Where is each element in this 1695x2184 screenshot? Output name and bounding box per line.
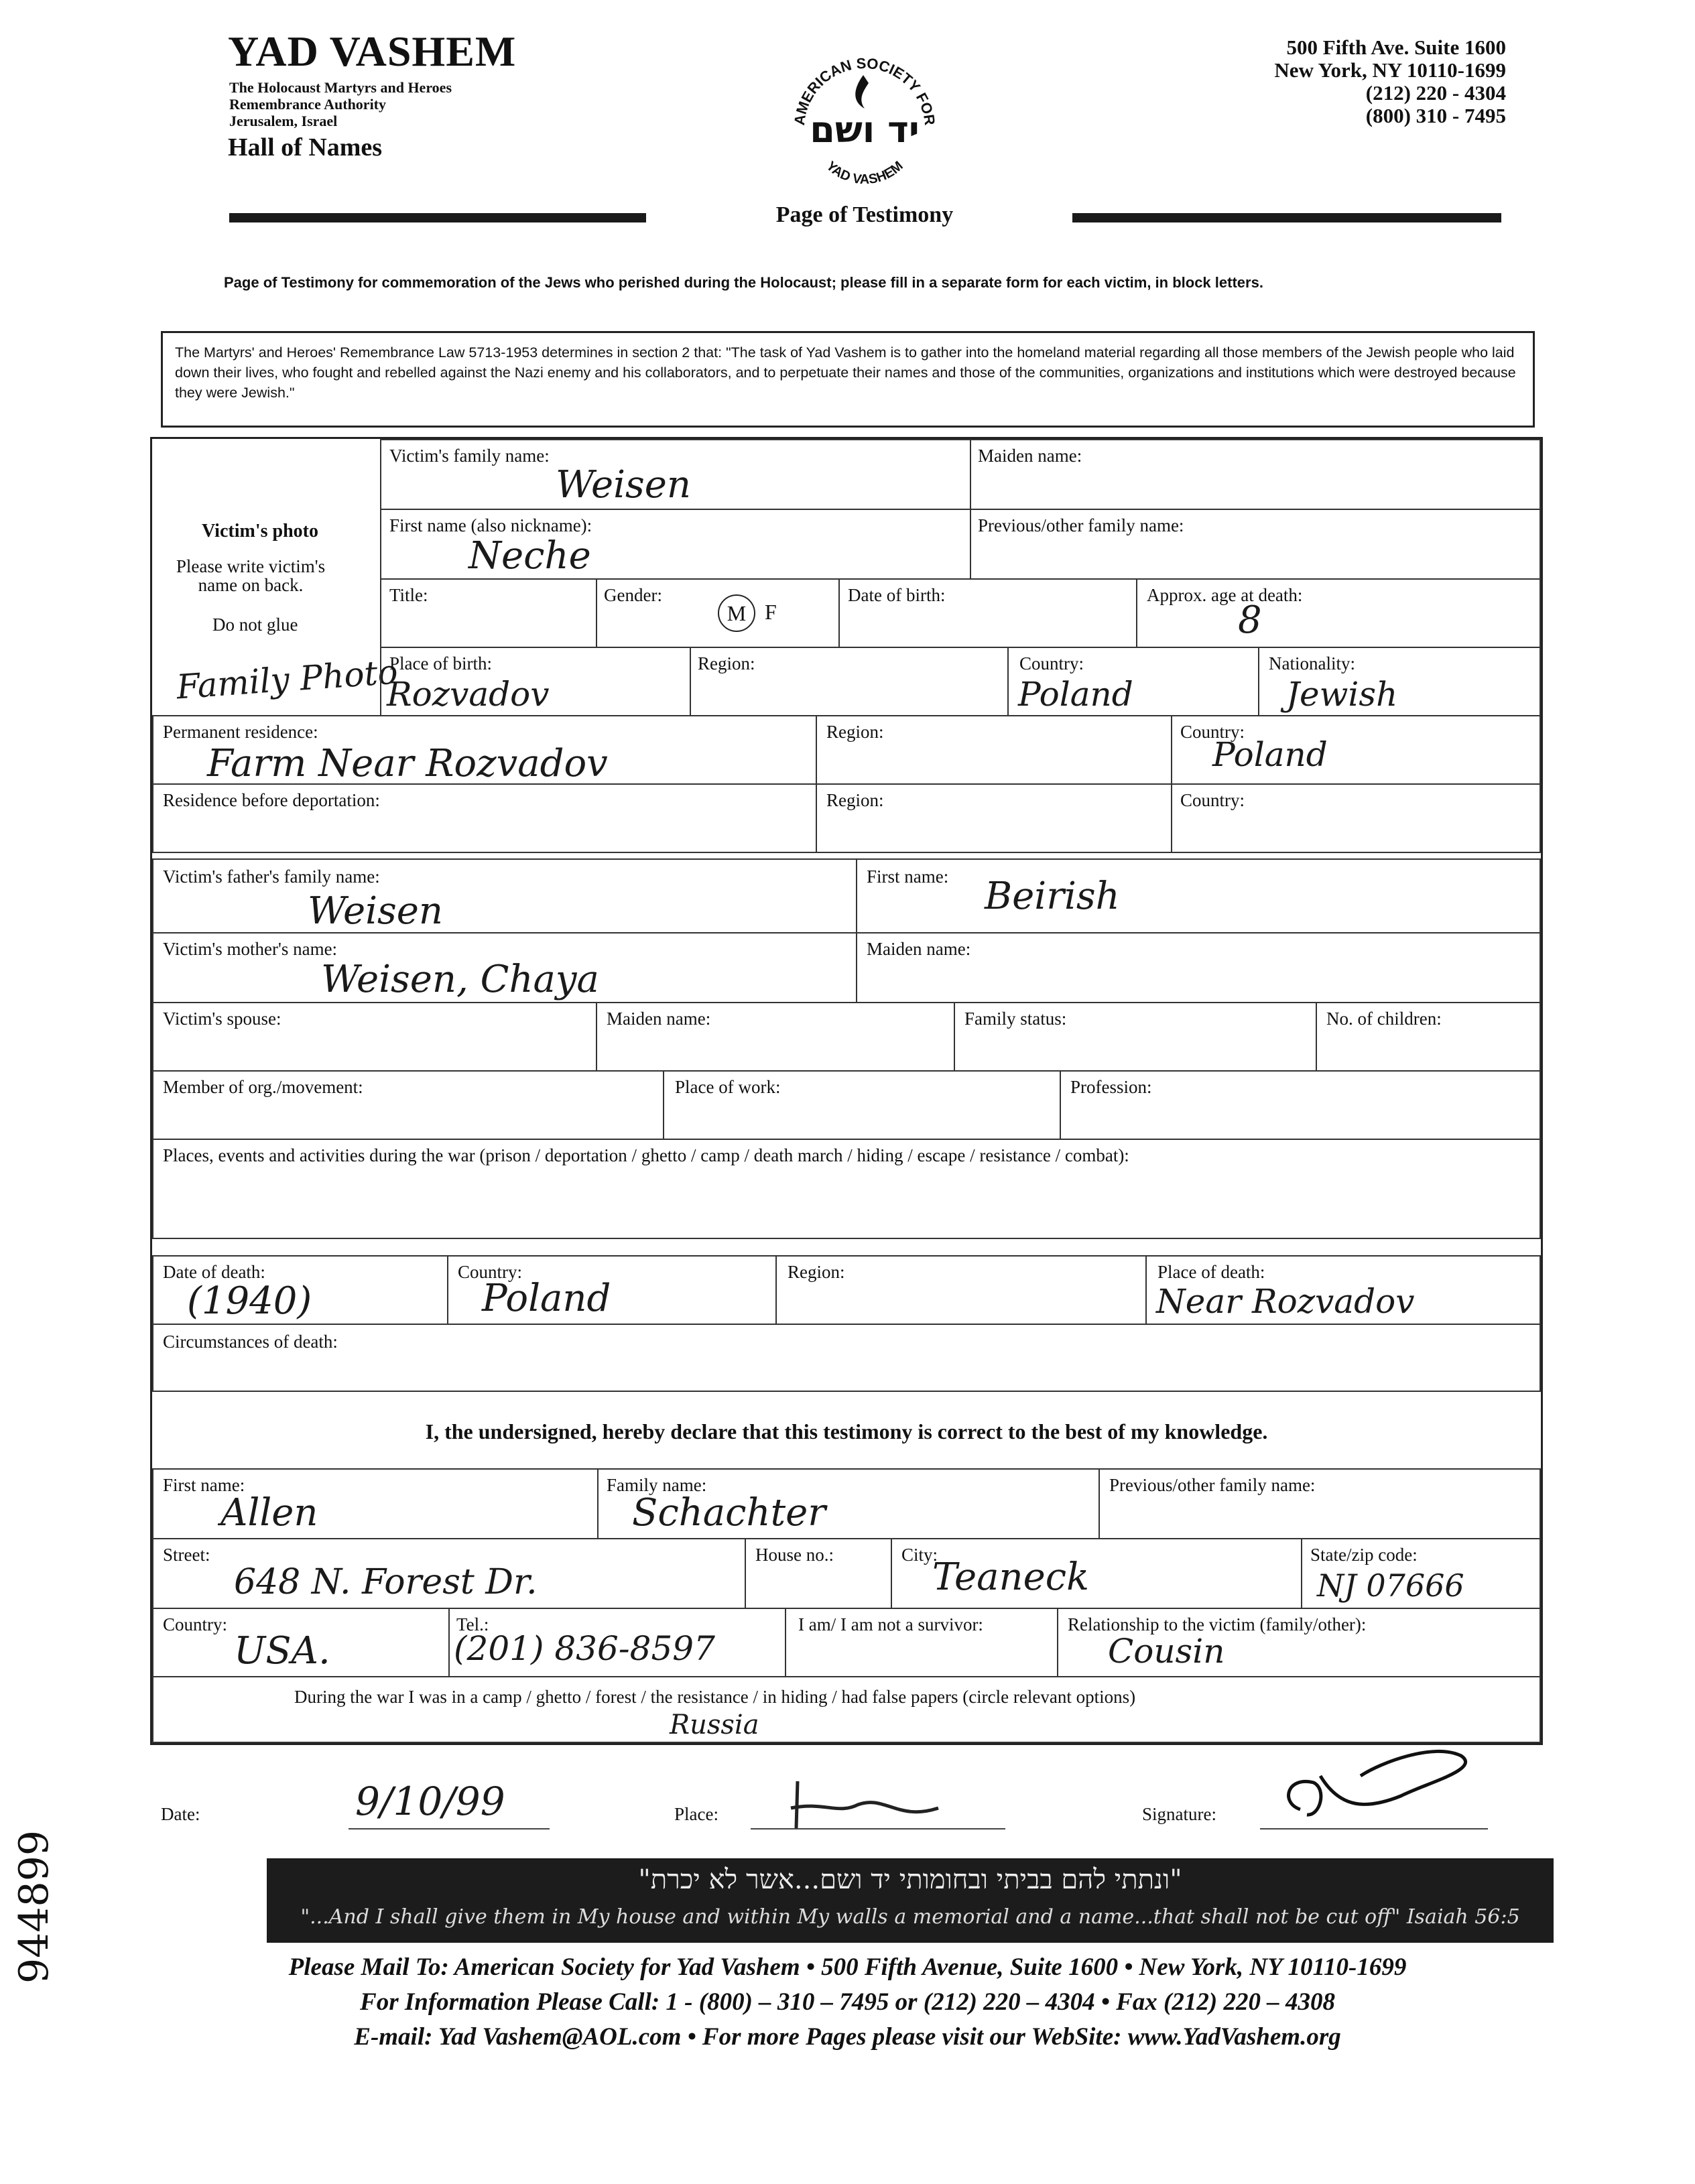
law-statement: The Martyrs' and Heroes' Remembrance Law 5713-1953 determines in section 2 that: "The task of Yad Vashem is to gather into the homeland material regarding all those members of the Jewish people who laid down their lives, who fought and rebelled against the Nazi enemy and his collaborators, and to perpetuate their names and those of the communities, organizations and institutions which were destroyed because they were Jewish." <box>161 331 1535 428</box>
res-before-region-cell[interactable] <box>816 783 1172 853</box>
during-war-cell[interactable] <box>152 1676 1541 1743</box>
nationality-value: Jewish <box>1286 675 1398 714</box>
org-sub-line: The Holocaust Martyrs and Heroes <box>229 79 452 96</box>
maiden-name-label: Maiden name: <box>978 446 1082 466</box>
street-value: 648 N. Forest Dr. <box>234 1562 538 1602</box>
res-before-country-cell[interactable] <box>1171 783 1541 853</box>
place-death-label: Place of death: <box>1157 1262 1265 1282</box>
father-family-cell[interactable] <box>152 858 857 934</box>
gender-cell[interactable] <box>596 578 840 648</box>
mother-name-cell[interactable] <box>152 932 857 1003</box>
places-events-cell[interactable] <box>152 1139 1541 1239</box>
place-work-label: Place of work: <box>675 1077 781 1097</box>
gender-f-option[interactable]: F <box>765 600 777 624</box>
sub-family-value: Schachter <box>632 1491 826 1535</box>
father-family-label: Victim's father's family name: <box>163 866 380 887</box>
hall-of-names: Hall of Names <box>228 133 383 162</box>
title-label: Title: <box>389 585 428 605</box>
page-title: Page of Testimony <box>775 202 954 227</box>
sub-first-value: Allen <box>221 1491 318 1535</box>
circumstances-label: Circumstances of death: <box>163 1332 338 1352</box>
nationality-label: Nationality: <box>1269 653 1355 673</box>
survivor-label: I am/ I am not a survivor: <box>798 1614 983 1634</box>
sub-country-value: USA. <box>234 1629 330 1673</box>
sub-family-label: Family name: <box>607 1475 707 1495</box>
scripture-banner <box>267 1858 1554 1943</box>
place-work-cell[interactable] <box>663 1070 1061 1140</box>
tel-cell[interactable] <box>448 1608 786 1677</box>
father-first-cell[interactable] <box>856 858 1541 934</box>
phone-line: (212) 220 - 4304 <box>1365 81 1506 105</box>
pob-label: Place of birth: <box>389 653 492 673</box>
side-record-number: 944899 <box>11 1829 58 1984</box>
mother-maiden-cell[interactable] <box>856 932 1541 1003</box>
perm-res-cell[interactable] <box>152 715 817 785</box>
perm-res-value: Farm Near Rozvadov <box>207 742 608 785</box>
spouse-label: Victim's spouse: <box>163 1009 281 1029</box>
pob-country-label: Country: <box>1019 653 1084 673</box>
death-country-label: Country: <box>458 1262 523 1282</box>
footer-email: E-mail: Yad Vashem@AOL.com • For more Pages please visit our WebSite: www.YadVashem.org <box>354 2023 1341 2051</box>
family-name-value: Weisen <box>556 463 691 507</box>
pob-value: Rozvadov <box>387 675 550 714</box>
survivor-cell[interactable] <box>785 1608 1058 1677</box>
prev-family-cell[interactable] <box>970 509 1541 580</box>
banner-english: "...And I shall give them in My house and within My walls a memorial and a name...that shall not be cut off" Isaiah 56:5 <box>300 1905 1520 1929</box>
contact-address <box>1274 36 1506 127</box>
pob-region-label: Region: <box>698 653 755 673</box>
spouse-maiden-label: Maiden name: <box>607 1009 711 1029</box>
perm-region-label: Region: <box>826 722 884 742</box>
address-line: New York, NY 10110-1699 <box>1274 58 1506 82</box>
banner-hebrew: "ונתתי להם בביתי ובחומותי יד ושם...אשר לא יכרת" <box>638 1864 1182 1895</box>
place-scribble <box>784 1775 958 1835</box>
res-before-country-label: Country: <box>1180 790 1245 810</box>
photo-handwritten: Family Photo <box>175 652 399 707</box>
org-sub-line: Jerusalem, Israel <box>229 113 338 129</box>
house-no-label: House no.: <box>755 1545 834 1565</box>
city-label: City: <box>901 1545 938 1565</box>
res-before-label: Residence before deportation: <box>163 790 380 810</box>
family-status-label: Family status: <box>964 1009 1067 1029</box>
place-label: Place: <box>674 1804 718 1824</box>
header-rule-right <box>1072 213 1501 222</box>
signature-label: Signature: <box>1142 1804 1216 1824</box>
places-events-label: Places, events and activities during the war (prison / deportation / ghetto / camp / death march / hiding / escape / resistance / combat): <box>163 1145 1129 1165</box>
org-sub-line: Remembrance Authority <box>229 96 387 113</box>
dod-cell[interactable] <box>152 1255 448 1325</box>
profession-cell[interactable] <box>1060 1070 1541 1140</box>
org-subtitle <box>229 79 578 129</box>
pob-country-value: Poland <box>1018 675 1133 714</box>
family-status-cell[interactable] <box>954 1002 1317 1072</box>
declaration-text: I, the undersigned, hereby declare that this testimony is correct to the best of my knowledge. <box>425 1419 1268 1443</box>
state-zip-label: State/zip code: <box>1310 1545 1418 1565</box>
death-country-cell[interactable] <box>447 1255 777 1325</box>
first-name-value: Neche <box>468 534 591 578</box>
father-family-value: Weisen <box>308 889 443 933</box>
place-death-cell[interactable] <box>1145 1255 1541 1325</box>
intro-text: Page of Testimony for commemoration of the Jews who perished during the Holocaust; please fill in a separate form for each victim, in block letters. <box>224 274 1263 291</box>
death-region-label: Region: <box>788 1262 845 1282</box>
city-cell[interactable] <box>891 1538 1302 1609</box>
sub-prev-label: Previous/other family name: <box>1109 1475 1316 1495</box>
relationship-cell[interactable] <box>1057 1608 1541 1677</box>
profession-label: Profession: <box>1070 1077 1152 1097</box>
perm-region-cell[interactable] <box>816 715 1172 785</box>
during-war-label: During the war I was in a camp / ghetto / forest / the resistance / in hiding / had false papers (circle relevant options) <box>294 1687 1136 1707</box>
sub-country-label: Country: <box>163 1614 228 1634</box>
footer-phone: For Information Please Call: 1 - (800) – 310 – 7495 or (212) 220 – 4304 • Fax (212) 220 – 4308 <box>360 1988 1335 2016</box>
member-org-cell[interactable] <box>152 1070 664 1140</box>
sub-first-cell[interactable] <box>152 1468 599 1539</box>
family-name-cell[interactable] <box>380 439 971 510</box>
state-zip-cell[interactable] <box>1301 1538 1541 1609</box>
relationship-label: Relationship to the victim (family/other): <box>1068 1614 1367 1634</box>
age-death-cell[interactable] <box>1136 578 1541 648</box>
perm-res-label: Permanent residence: <box>163 722 318 742</box>
mother-name-label: Victim's mother's name: <box>163 939 338 959</box>
age-death-label: Approx. age at death: <box>1147 585 1303 605</box>
signature-mark <box>1260 1736 1528 1836</box>
address-line: 500 Fifth Ave. Suite 1600 <box>1286 36 1506 59</box>
gender-m-option[interactable]: M <box>718 594 755 632</box>
city-value: Teaneck <box>932 1555 1090 1599</box>
perm-country-cell[interactable] <box>1171 715 1541 785</box>
sub-prev-cell[interactable] <box>1098 1468 1541 1539</box>
svg-text:AMERICAN SOCIETY FOR: AMERICAN SOCIETY FOR <box>790 54 939 127</box>
state-zip-value: NJ 07666 <box>1317 1567 1464 1604</box>
death-country-value: Poland <box>482 1277 611 1320</box>
society-logo <box>777 35 952 202</box>
res-before-region-label: Region: <box>826 790 884 810</box>
date-line <box>349 1828 550 1829</box>
svg-text:YAD VASHEM: YAD VASHEM <box>823 158 906 188</box>
first-name-label: First name (also nickname): <box>389 515 592 535</box>
first-name-cell[interactable] <box>380 509 971 580</box>
nationality-cell[interactable] <box>1258 647 1541 716</box>
mother-name-value: Weisen, Chaya <box>321 958 599 1001</box>
logo-hebrew: יד ושם <box>810 109 920 151</box>
photo-note: Please write victim's name on back. <box>176 556 326 595</box>
res-before-cell[interactable] <box>152 783 817 853</box>
death-region-cell[interactable] <box>775 1255 1147 1325</box>
date-value: 9/10/99 <box>355 1779 505 1824</box>
during-war-note: Russia <box>670 1710 759 1740</box>
family-name-label: Victim's family name: <box>389 446 550 466</box>
spouse-cell[interactable] <box>152 1002 597 1072</box>
children-cell[interactable] <box>1316 1002 1541 1072</box>
street-label: Street: <box>163 1545 210 1565</box>
circumstances-cell[interactable] <box>152 1324 1541 1392</box>
tel-value: (201) 836-8597 <box>454 1629 715 1668</box>
member-org-label: Member of org./movement: <box>163 1077 363 1097</box>
dob-label: Date of birth: <box>848 585 946 605</box>
prev-family-label: Previous/other family name: <box>978 515 1184 535</box>
testimony-form <box>150 437 1543 1745</box>
spouse-maiden-cell[interactable] <box>596 1002 955 1072</box>
org-title: YAD VASHEM <box>228 27 517 75</box>
father-first-label: First name: <box>867 866 949 887</box>
dod-label: Date of death: <box>163 1262 265 1282</box>
house-no-cell[interactable] <box>745 1538 892 1609</box>
pob-region-cell[interactable] <box>690 647 1009 716</box>
title-cell[interactable] <box>380 578 597 648</box>
place-death-value: Near Rozvadov <box>1156 1282 1415 1321</box>
sub-family-cell[interactable] <box>597 1468 1100 1539</box>
header-rule-left <box>229 213 646 222</box>
tel-label: Tel.: <box>456 1614 489 1634</box>
sub-country-cell[interactable] <box>152 1608 450 1677</box>
pob-cell[interactable] <box>380 647 691 716</box>
perm-country-label: Country: <box>1180 722 1245 742</box>
gender-label: Gender: <box>604 585 662 605</box>
sub-first-label: First name: <box>163 1475 245 1495</box>
photo-no-glue: Do not glue <box>212 615 298 635</box>
perm-country-value: Poland <box>1212 735 1328 774</box>
pob-country-cell[interactable] <box>1007 647 1259 716</box>
maiden-name-cell[interactable] <box>970 439 1541 510</box>
relationship-value: Cousin <box>1108 1632 1225 1671</box>
father-first-value: Beirish <box>985 875 1120 918</box>
phone-line: (800) 310 - 7495 <box>1365 104 1506 127</box>
dob-cell[interactable] <box>838 578 1137 648</box>
footer-mail: Please Mail To: American Society for Yad Vashem • 500 Fifth Avenue, Suite 1600 • New York, NY 10110-1699 <box>288 1953 1407 1981</box>
photo-label: Victim's photo <box>202 521 318 541</box>
age-death-value: 8 <box>1238 598 1262 642</box>
dod-value: (1940) <box>187 1279 312 1323</box>
date-label: Date: <box>161 1804 200 1824</box>
children-label: No. of children: <box>1326 1009 1442 1029</box>
street-cell[interactable] <box>152 1538 746 1609</box>
mother-maiden-label: Maiden name: <box>867 939 971 959</box>
